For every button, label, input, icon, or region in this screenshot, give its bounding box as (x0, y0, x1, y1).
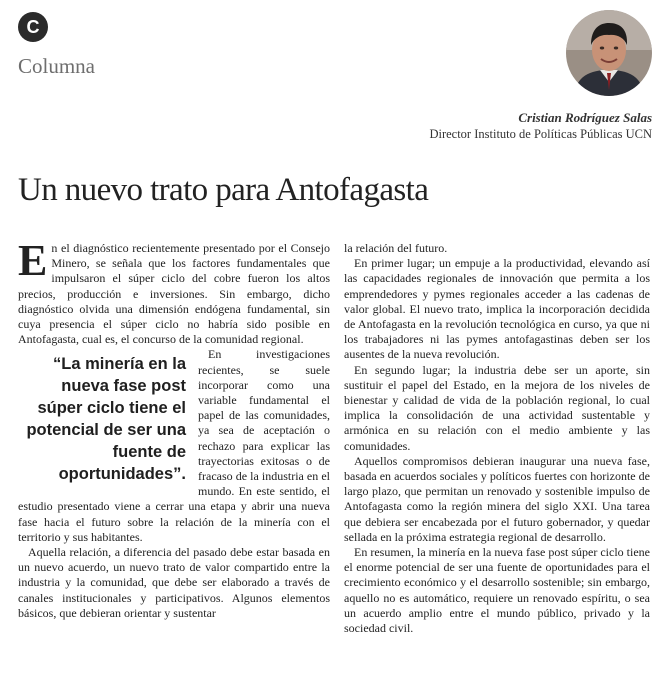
article-headline: Un nuevo trato para Antofagasta (18, 172, 429, 208)
pull-quote: “La minería en la nueva fase post súper ciclo tiene el potencial de ser una fuente de oportunidades”. (26, 355, 186, 484)
article-paragraph: Aquella relación, a diferencia del pasado debe estar basada en un nuevo acuerdo, un nuevo trato de valor compartido entre la industria y la comunidad, que debe ser elaborado a través de canales institucionales y participativos. Algunos elementos básicos, que debieran orientar y sustentar (18, 545, 330, 620)
author-role: Director Instituto de Políticas Públicas UCN (429, 127, 652, 141)
article-paragraph: Aquellos compromisos debieran inaugurar una nueva fase, basada en acuerdos sociales y políticos fuertes con horizonte de largo plazo, que permitan un renovado y sostenible impulso de Antofagasta como la región minera del siglo XXI. Una tarea que debiera ser encabezada por el futuro gobernador, y quedar sellada en la próxima estrategia regional de desarrollo. (344, 453, 650, 544)
article-paragraph: la relación del futuro. (344, 241, 448, 255)
article-paragraph: En primer lugar; un empuje a la productividad, elevando así las capacidades regionales de innovación que permita a los emprendedores y pymes regionales acceder a las cadenas de valor global. El nuevo trato, implica la incorporación decidida de Antofagasta en la revolución tecnológica en curso, ya que ni los trabajadores ni las pymes antofagastinas deben ser los ausentes de la nueva revolución. (344, 256, 650, 362)
author-name: Cristian Rodríguez Salas (518, 110, 652, 125)
article-column-left (18, 236, 330, 621)
drop-cap: E (18, 236, 48, 285)
section-label: Columna (18, 54, 95, 78)
article-paragraph: En segundo lugar; la industria debe ser un aporte, sin sustituir el papel del Estado, en la mejora de los niveles de bienestar y calidad de vida de la población regional, lo cual implica la consolidación de una actividad sustentable y armónica en su relación con el medio ambiente y las comunidades. (344, 362, 650, 453)
article-paragraph: En investigaciones recientes, se suele incorporar como una variable fundamental el papel de las comunidades, ya sea de aceptación o rechazo para explicar las trayectorias exitosas o de fracaso de la industria en el mundo. En este sentido, el estudio presentado viene a cerrar una etapa y abrir una nueva fase hacia el futuro sobre la relación de la minería con el territorio y sus habitantes. (18, 347, 330, 544)
article-column-right (344, 241, 650, 636)
column-badge: C (18, 12, 48, 42)
article-paragraph: En el diagnóstico recientemente presentado por el Consejo Minero, se señala que los factores fundamentales que impulsaron el súper ciclo del cobre fueron los altos precios, producción e inversiones. Sin embargo, dicho diagnóstico olvida una dimensión endógena fundamental, sin cuya presencia el súper ciclo no habría sido posible en Antofagasta, cual es, el concurso de la comunidad regional. (18, 236, 330, 347)
article-paragraph: En resumen, la minería en la nueva fase post súper ciclo tiene el enorme potencial de ser una fuente de oportunidades para el crecimiento económico y el desarrollo sostenible; sin embargo, aquello no es automático, requiere un renovado espíritu, o sea un acuerdo amplio entre el mundo público, privado y la sociedad civil. (344, 545, 650, 636)
author-portrait-icon (566, 10, 652, 96)
author-photo (566, 10, 652, 96)
